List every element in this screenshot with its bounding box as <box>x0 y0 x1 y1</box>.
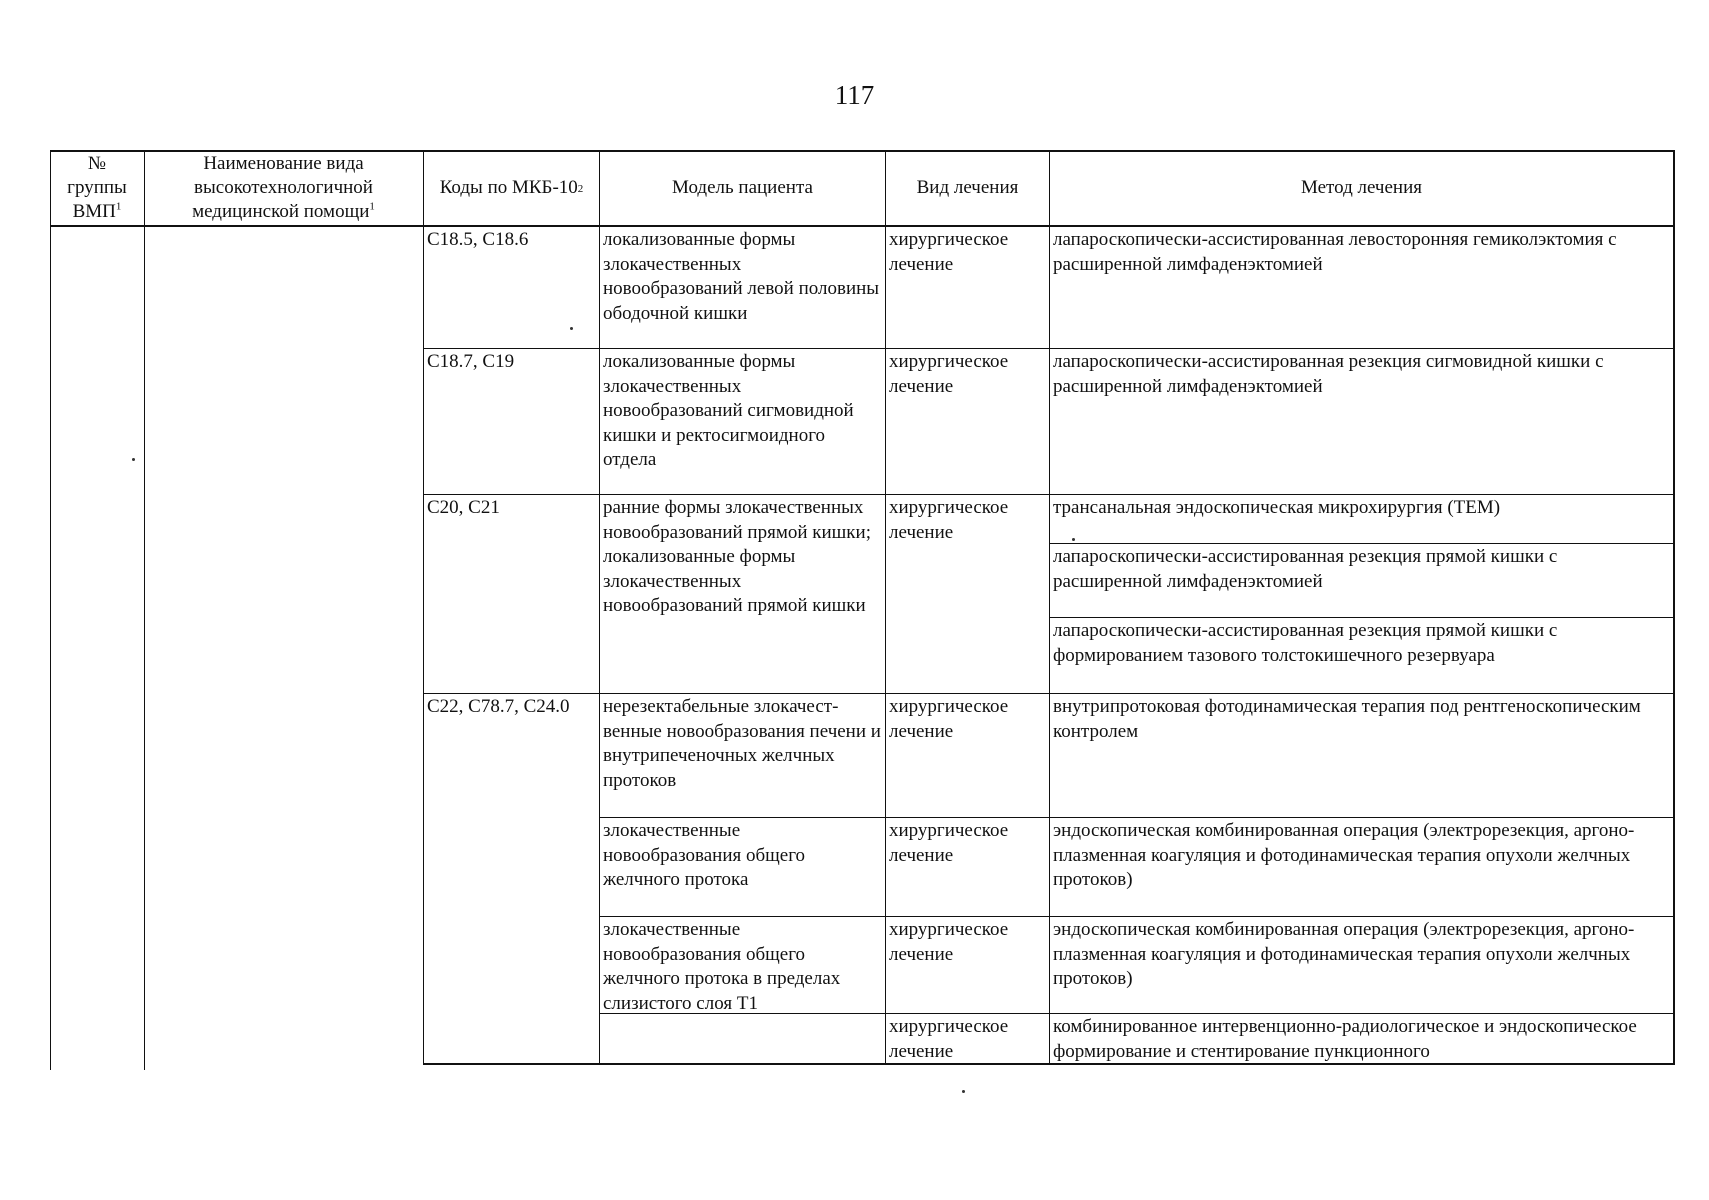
treatment-method-cell: комбинированное интервенционно-радиологическое и эндоскопическое формирование и стентирование пункционного <box>1053 1016 1637 1062</box>
treatment-method-cell: эндоскопическая комбинированная операция (электрорезекция, аргоно-плазменная коагуляция и фотодинамическая терапия опухоли желчных протоков) <box>1053 820 1635 890</box>
treatment-method-cell: эндоскопическая комбинированная операция (электрорезекция, аргоно-плазменная коагуляция и фотодинамическая терапия опухоли желчных протоков) <box>1053 919 1635 989</box>
treatment-type-cell: хирургическое лечение <box>889 696 1009 742</box>
treatment-type-cell: хирургическое лечение <box>889 351 1009 397</box>
header-group-number: № группы ВМП$^1$ <box>67 153 127 222</box>
row-divider <box>599 916 1675 917</box>
method-divider <box>1049 617 1675 618</box>
patient-model-cell: злокачественные новообразования общего желчного протока <box>603 820 806 890</box>
patient-model-cell: локализованные формы злокачественных новообразований левой половины ободочной кишки <box>603 229 880 324</box>
header-patient-model: Модель пациента <box>672 177 813 199</box>
treatment-method-cell: лапароскопически-ассистированная резекция прямой кишки с расширенной лимфаденэктомией <box>1053 546 1558 592</box>
column-border <box>1049 150 1050 1065</box>
header-vmp-name: Наименование вида высокотехнологичной медицинской помощи$^1$ <box>192 153 375 222</box>
treatment-method-cell: внутрипротоковая фотодинамическая терапия под рентгеноскопическим контролем <box>1053 696 1641 742</box>
patient-model-cell: ранние формы злокачественных новообразований прямой кишки; локализованные формы злокачественных новообразований прямой кишки <box>603 497 871 616</box>
icd-code-cell: C20, C21 <box>427 497 500 518</box>
scan-speck <box>962 1090 965 1093</box>
header-treatment-type: Вид лечения <box>916 177 1019 199</box>
page-number: 117 <box>834 80 875 110</box>
column-border <box>50 150 51 1070</box>
treatment-type-cell: хирургическое лечение <box>889 229 1009 275</box>
scan-speck <box>570 327 573 330</box>
table-right-border <box>1673 150 1675 1065</box>
row-divider <box>599 817 1675 818</box>
icd-code-cell: C18.7, C19 <box>427 351 515 372</box>
treatment-method-cell: лапароскопически-ассистированная левосторонняя гемиколэктомия с расширенной лимфаденэктомией <box>1053 229 1617 275</box>
treatment-type-cell: хирургическое лечение <box>889 1016 1009 1062</box>
method-divider <box>1049 543 1675 544</box>
scan-speck <box>132 458 135 461</box>
vmp-table <box>50 150 1675 1070</box>
header-icd-codes: Коды по МКБ-10 2 <box>439 177 584 199</box>
patient-model-cell: локализованные формы злокачественных новообразований сигмовидной кишки и ректосигмоидного отдела <box>603 351 854 470</box>
icd-code-cell: C22, C78.7, C24.0 <box>427 696 570 717</box>
patient-model-cell: злокачественные новообразования общего желчного протока в пределах слизистого слоя Т1 <box>603 919 841 1014</box>
treatment-method-cell: лапароскопически-ассистированная резекция сигмовидной кишки с расширенной лимфаденэктомией <box>1053 351 1604 397</box>
column-border <box>144 150 145 1070</box>
treatment-type-cell: хирургическое лечение <box>889 497 1009 543</box>
column-border <box>423 150 424 1065</box>
header-treatment-method: Метод лечения <box>1300 177 1422 199</box>
treatment-type-cell: хирургическое лечение <box>889 919 1009 965</box>
header-bottom-border <box>50 225 1675 227</box>
column-border <box>885 150 886 1065</box>
treatment-method-cell: трансанальная эндоскопическая микрохирургия (ТЕМ) <box>1053 497 1501 518</box>
icd-code-cell: C18.5, C18.6 <box>427 229 529 250</box>
scan-speck <box>1072 538 1075 541</box>
column-border <box>599 150 600 1065</box>
treatment-method-cell: лапароскопически-ассистированная резекция прямой кишки с формированием тазового толстокишечного резервуара <box>1053 620 1558 666</box>
treatment-type-cell: хирургическое лечение <box>889 820 1009 866</box>
patient-model-cell: нерезектабельные злокачест- венные новообразования печени и внутрипеченочных желчных протоков <box>603 696 881 791</box>
